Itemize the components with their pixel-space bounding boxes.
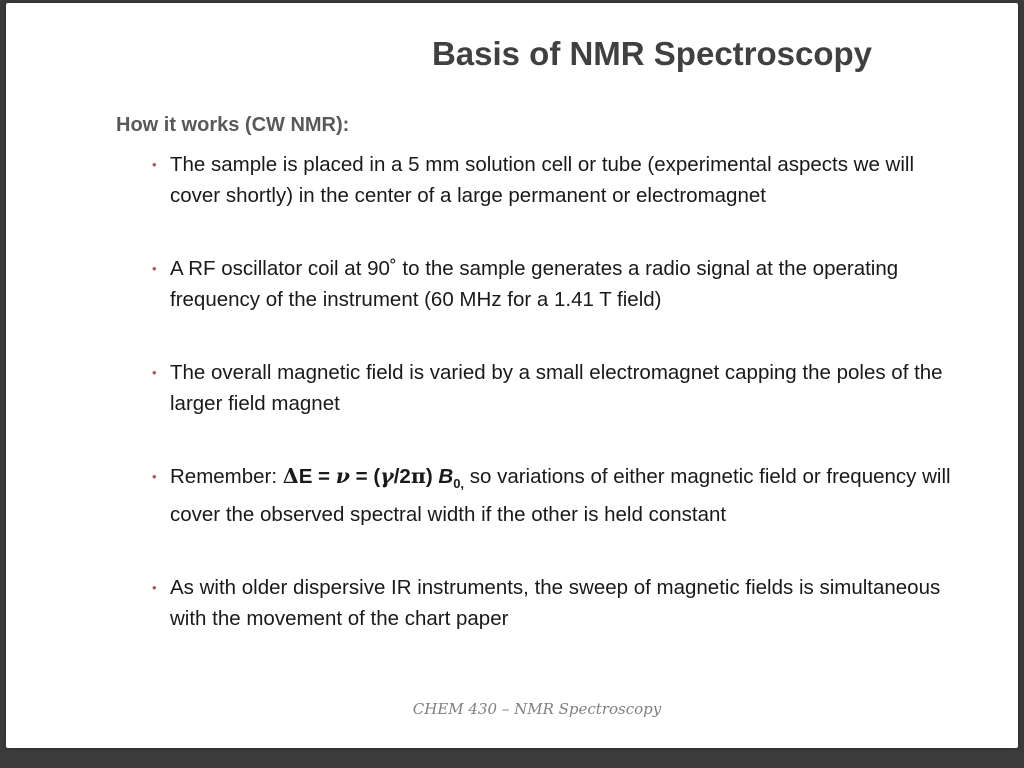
- bullet-list: [152, 149, 952, 676]
- bullet-text: A RF oscillator coil at 90˚ to the sample generates a radio signal at the operating frequency of the instrument (60 MHz for a 1.41 T field): [170, 257, 899, 311]
- bullet-text-prefix: Remember:: [170, 465, 283, 488]
- equation-part: /2: [393, 465, 411, 488]
- slide-footer: CHEM 430 – NMR Spectroscopy: [412, 700, 662, 718]
- b-field-symbol: B: [438, 465, 454, 488]
- bullet-item: [152, 572, 952, 634]
- bullet-marker-icon: •: [152, 580, 157, 595]
- equation-part: E =: [298, 465, 336, 488]
- equation-part: ): [425, 465, 439, 488]
- pi-symbol: π: [410, 464, 426, 488]
- gamma-symbol: γ: [380, 464, 394, 488]
- bullet-text: As with older dispersive IR instruments, the sweep of magnetic fields is simultaneous with the movement of the chart paper: [170, 576, 941, 630]
- bullet-text-rest: so variations of either magnetic field or frequency will cover the observed spectral width if the other is held constant: [170, 465, 951, 526]
- bullet-marker-icon: •: [152, 157, 157, 172]
- bullet-item: [152, 357, 952, 419]
- bullet-item: [152, 149, 952, 211]
- slide: [6, 3, 1018, 748]
- equation-part: = (: [349, 465, 381, 488]
- bullet-text: The sample is placed in a 5 mm solution cell or tube (experimental aspects we will cover shortly) in the center of a large permanent or electromagnet: [170, 153, 915, 207]
- delta-symbol: Δ: [282, 464, 299, 488]
- bullet-marker-icon: •: [152, 469, 157, 484]
- nu-symbol: ν: [335, 464, 350, 488]
- section-heading: How it works (CW NMR):: [116, 114, 350, 136]
- b-subscript: 0,: [453, 476, 465, 491]
- bullet-text: The overall magnetic field is varied by a small electromagnet capping the poles of the larger field magnet: [170, 361, 943, 415]
- bullet-marker-icon: •: [152, 365, 157, 380]
- bullet-item: [152, 253, 952, 315]
- bullet-marker-icon: •: [152, 261, 157, 276]
- bullet-item: [152, 461, 952, 530]
- slide-title: Basis of NMR Spectroscopy: [431, 35, 873, 72]
